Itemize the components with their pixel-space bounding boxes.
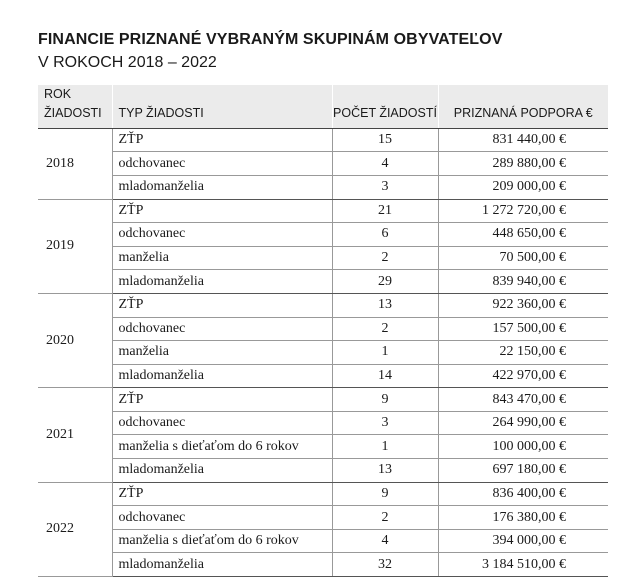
header-year (38, 85, 112, 128)
amount-cell: 422 970,00 € (438, 364, 608, 388)
count-cell: 6 (332, 223, 438, 247)
type-cell: odchovanec (112, 411, 332, 435)
count-cell: 14 (332, 364, 438, 388)
table-row (38, 341, 608, 365)
count-cell: 2 (332, 506, 438, 530)
amount-cell: 289 880,00 € (438, 152, 608, 176)
amount-cell: 831 440,00 € (438, 128, 608, 152)
type-cell: ZŤP (112, 388, 332, 412)
table-row (38, 529, 608, 553)
amount-cell: 176 380,00 € (438, 506, 608, 530)
year-cell: 2020 (38, 293, 112, 387)
year-cell: 2021 (38, 388, 112, 482)
table-row (38, 223, 608, 247)
amount-cell: 697 180,00 € (438, 459, 608, 483)
type-cell: odchovanec (112, 152, 332, 176)
year-cell: 2022 (38, 482, 112, 576)
table-row (38, 246, 608, 270)
type-cell: ZŤP (112, 128, 332, 152)
count-cell: 4 (332, 529, 438, 553)
amount-cell: 836 400,00 € (438, 482, 608, 506)
count-cell: 2 (332, 317, 438, 341)
year-cell: 2018 (38, 128, 112, 199)
count-cell: 21 (332, 199, 438, 223)
count-cell: 4 (332, 152, 438, 176)
amount-cell: 70 500,00 € (438, 246, 608, 270)
page-subtitle: V ROKOCH 2018 – 2022 (38, 54, 217, 71)
count-cell: 9 (332, 388, 438, 412)
header-year-line1: ROK (44, 87, 72, 101)
table-row (38, 459, 608, 483)
table-row (38, 317, 608, 341)
type-cell: manželia s dieťaťom do 6 rokov (112, 529, 332, 553)
amount-cell: 843 470,00 € (438, 388, 608, 412)
amount-cell: 22 150,00 € (438, 341, 608, 365)
count-cell: 29 (332, 270, 438, 294)
table-row (38, 128, 608, 152)
type-cell: mladomanželia (112, 553, 332, 577)
amount-cell: 3 184 510,00 € (438, 553, 608, 577)
amount-cell: 100 000,00 € (438, 435, 608, 459)
header-count: POČET ŽIADOSTÍ (332, 85, 438, 128)
table-row (38, 435, 608, 459)
table-row (38, 152, 608, 176)
count-cell: 15 (332, 128, 438, 152)
amount-cell: 448 650,00 € (438, 223, 608, 247)
table-row (38, 411, 608, 435)
type-cell: mladomanželia (112, 175, 332, 199)
amount-cell: 394 000,00 € (438, 529, 608, 553)
header-year-line2: ŽIADOSTI (44, 106, 102, 121)
type-cell: manželia s dieťaťom do 6 rokov (112, 435, 332, 459)
count-cell: 1 (332, 435, 438, 459)
amount-cell: 157 500,00 € (438, 317, 608, 341)
table-row (38, 553, 608, 577)
header-type: TYP ŽIADOSTI (112, 85, 332, 128)
count-cell: 2 (332, 246, 438, 270)
year-cell: 2019 (38, 199, 112, 293)
amount-cell: 922 360,00 € (438, 293, 608, 317)
header-amount: PRIZNANÁ PODPORA € (438, 85, 608, 128)
table-row (38, 293, 608, 317)
count-cell: 9 (332, 482, 438, 506)
type-cell: manželia (112, 341, 332, 365)
type-cell: ZŤP (112, 293, 332, 317)
count-cell: 3 (332, 411, 438, 435)
count-cell: 32 (332, 553, 438, 577)
type-cell: mladomanželia (112, 459, 332, 483)
table-header-row (38, 85, 608, 128)
table-row (38, 364, 608, 388)
type-cell: mladomanželia (112, 270, 332, 294)
table-row (38, 388, 608, 412)
table-row (38, 270, 608, 294)
type-cell: ZŤP (112, 199, 332, 223)
support-table (38, 85, 608, 577)
count-cell: 13 (332, 459, 438, 483)
count-cell: 1 (332, 341, 438, 365)
amount-cell: 264 990,00 € (438, 411, 608, 435)
count-cell: 3 (332, 175, 438, 199)
table-body (38, 128, 608, 576)
table-row (38, 175, 608, 199)
type-cell: odchovanec (112, 317, 332, 341)
type-cell: ZŤP (112, 482, 332, 506)
type-cell: mladomanželia (112, 364, 332, 388)
count-cell: 13 (332, 293, 438, 317)
amount-cell: 1 272 720,00 € (438, 199, 608, 223)
amount-cell: 839 940,00 € (438, 270, 608, 294)
table-row (38, 482, 608, 506)
table-row (38, 199, 608, 223)
amount-cell: 209 000,00 € (438, 175, 608, 199)
page-title: FINANCIE PRIZNANÉ VYBRANÝM SKUPINÁM OBYVATEĽOV (38, 31, 503, 48)
type-cell: manželia (112, 246, 332, 270)
type-cell: odchovanec (112, 223, 332, 247)
table-row (38, 506, 608, 530)
type-cell: odchovanec (112, 506, 332, 530)
